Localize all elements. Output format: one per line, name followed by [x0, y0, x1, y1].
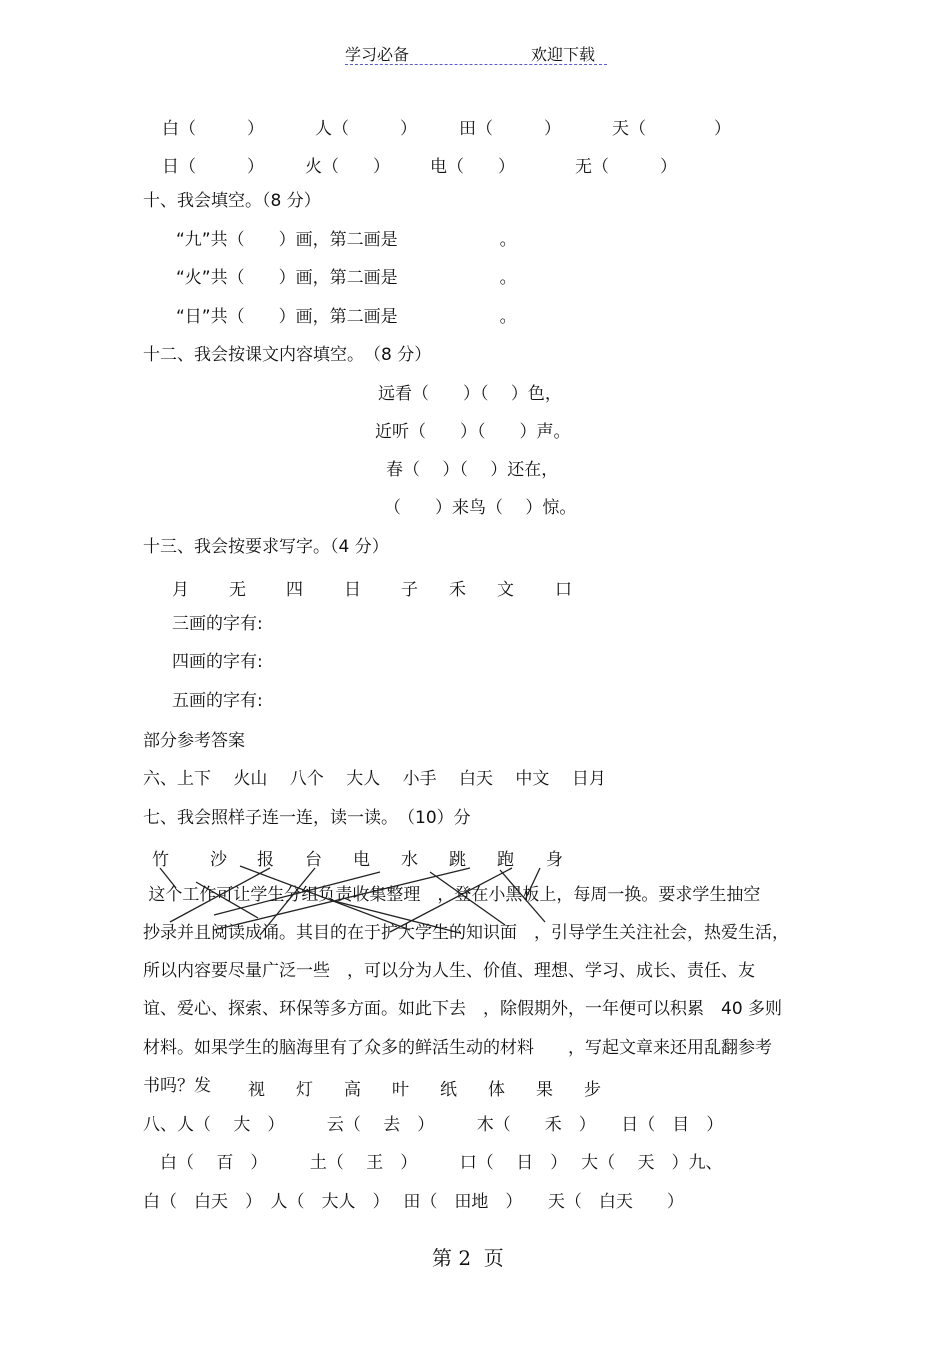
- page-number: 第 2 页: [432, 1246, 504, 1270]
- char-item: 四: [286, 580, 303, 600]
- section-13-title: 十三、我会按要求写字。（4 分）: [143, 537, 389, 557]
- row1-item: 白（ ）: [162, 119, 264, 139]
- paragraph-line: 这个工作可让学生分组负责收集整理 ，登在小黑板上，每周一换。要求学生抽空: [143, 885, 761, 905]
- answer-eight-line: 八、人（ 大 ） 云（ 去 ） 木（ 禾 ） 日（ 目 ）: [143, 1115, 724, 1135]
- match-char: 体: [488, 1080, 505, 1100]
- char-item: 口: [555, 580, 572, 600]
- section-10-line: “日”共（ ）画，第二画是 。: [176, 307, 517, 327]
- char-item: 无: [229, 580, 246, 600]
- match-line: [196, 882, 258, 918]
- paragraph-line: 材料。如果学生的脑海里有了众多的鲜活生动的材料 ，写起文章来还用乱翻参考: [143, 1038, 772, 1058]
- match-char: 报: [257, 850, 274, 870]
- poem-line: 远看（ ）（ ）色，: [378, 384, 562, 404]
- match-char: 叶: [392, 1080, 409, 1100]
- match-char: 身: [546, 850, 563, 870]
- answer-eight-line: 白（ 百 ） 土（ 王 ） 口（ 日 ） 大（ 天 ）九、: [143, 1153, 723, 1173]
- match-char: 跳: [449, 850, 466, 870]
- paragraph-last-line: 书吗？发: [143, 1076, 211, 1096]
- answer-nine-line: 白（ 白天 ） 人（ 大人 ） 田（ 田地 ） 天（ 白天 ）: [143, 1192, 684, 1212]
- match-line: [240, 866, 410, 930]
- answers-title: 部分参考答案: [143, 731, 245, 751]
- section-10-line: “九”共（ ）画，第二画是 。: [176, 230, 517, 250]
- char-item: 禾: [449, 580, 466, 600]
- match-line: [160, 868, 176, 888]
- row2-item: 电（ ）: [430, 157, 515, 177]
- match-char: 步: [584, 1080, 601, 1100]
- match-char: 高: [344, 1080, 361, 1100]
- match-char: 果: [536, 1080, 553, 1100]
- row1-item: 人（ ）: [315, 119, 417, 139]
- match-char: 视: [248, 1080, 265, 1100]
- char-item: 日: [344, 580, 361, 600]
- match-line: [214, 872, 380, 915]
- stroke-count-line: 四画的字有:: [172, 652, 263, 672]
- row1-item: 天（ ）: [612, 119, 731, 139]
- header-left: 学习必备: [345, 45, 410, 64]
- match-line: [430, 872, 505, 925]
- row2-item: 无（ ）: [575, 157, 677, 177]
- char-item: 文: [497, 580, 514, 600]
- match-char: 竹: [152, 850, 169, 870]
- section-12-title: 十二、我会按课文内容填空。 （8 分）: [143, 345, 432, 365]
- match-char: 电: [353, 850, 370, 870]
- header-right: 欢迎下载: [531, 45, 596, 64]
- row2-item: 火（ ）: [305, 157, 390, 177]
- section-10-title: 十、我会填空。（8 分）: [143, 191, 321, 211]
- paragraph-line: 所以内容要尽量广泛一些 ，可以分为人生、价值、理想、学习、成长、责任、友: [143, 961, 755, 981]
- stroke-count-line: 三画的字有:: [172, 614, 263, 634]
- char-item: 子: [401, 580, 418, 600]
- poem-line: 春（ ）（ ）还在，: [386, 460, 559, 480]
- poem-line: （ ）来鸟（ ）惊。: [384, 498, 577, 518]
- paragraph-line: 谊、爱心、探索、环保等多方面。如此下去 ，除假期外，一年便可以积累 40 多则: [143, 999, 783, 1019]
- stroke-count-line: 五画的字有:: [172, 691, 263, 711]
- match-char: 沙: [210, 850, 227, 870]
- section-10-line: “火”共（ ）画，第二画是 。: [176, 268, 517, 288]
- match-line: [525, 868, 540, 900]
- row2-item: 日（ ）: [162, 157, 264, 177]
- match-line: [500, 870, 545, 922]
- match-char: 灯: [296, 1080, 313, 1100]
- match-line: [390, 868, 512, 932]
- answer-six: 六、上下 火山 八个 大人 小手 白天 中文 日月: [143, 769, 606, 789]
- paragraph-line: 抄录并且阅读成诵。其目的在于扩大学生的知识面 ，引导学生关注社会，热爱生活，: [143, 923, 789, 943]
- poem-line: 近听（ ）（ ）声。: [375, 422, 571, 442]
- char-item: 月: [172, 580, 189, 600]
- match-char: 跑: [497, 850, 514, 870]
- match-char: 台: [305, 850, 322, 870]
- row1-item: 田（ ）: [459, 119, 561, 139]
- answer-seven-title: 七、我会照样子连一连，读一读。 （10）分: [143, 808, 471, 828]
- match-char: 水: [401, 850, 418, 870]
- match-char: 纸: [440, 1080, 457, 1100]
